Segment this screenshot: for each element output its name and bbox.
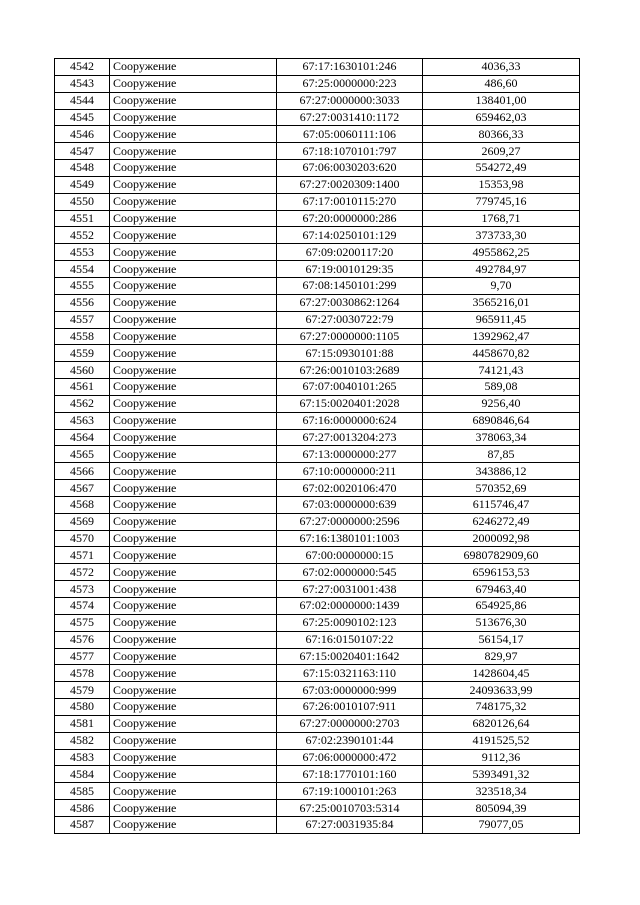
object-type-cell: Сооружение bbox=[110, 581, 277, 598]
row-number-cell: 4560 bbox=[55, 362, 110, 379]
value-cell: 74121,43 bbox=[423, 362, 580, 379]
row-number-cell: 4581 bbox=[55, 715, 110, 732]
value-cell: 378063,34 bbox=[423, 429, 580, 446]
table-row bbox=[55, 648, 580, 665]
cadastral-number-cell: 67:17:1630101:246 bbox=[277, 59, 423, 76]
row-number-cell: 4570 bbox=[55, 530, 110, 547]
row-number-cell: 4543 bbox=[55, 75, 110, 92]
cadastral-number-cell: 67:27:0000000:2703 bbox=[277, 715, 423, 732]
row-number-cell: 4562 bbox=[55, 395, 110, 412]
value-cell: 323518,34 bbox=[423, 783, 580, 800]
table-row bbox=[55, 395, 580, 412]
table-row bbox=[55, 379, 580, 396]
row-number-cell: 4550 bbox=[55, 193, 110, 210]
value-cell: 343886,12 bbox=[423, 463, 580, 480]
object-type-cell: Сооружение bbox=[110, 294, 277, 311]
value-cell: 654925,86 bbox=[423, 598, 580, 615]
table-row bbox=[55, 816, 580, 833]
cadastral-number-cell: 67:14:0250101:129 bbox=[277, 227, 423, 244]
value-cell: 6115746,47 bbox=[423, 496, 580, 513]
cadastral-number-cell: 67:27:0030862:1264 bbox=[277, 294, 423, 311]
table-row bbox=[55, 412, 580, 429]
table-row bbox=[55, 294, 580, 311]
value-cell: 748175,32 bbox=[423, 699, 580, 716]
object-type-cell: Сооружение bbox=[110, 732, 277, 749]
cadastral-number-cell: 67:27:0013204:273 bbox=[277, 429, 423, 446]
row-number-cell: 4565 bbox=[55, 446, 110, 463]
cadastral-number-cell: 67:19:1000101:263 bbox=[277, 783, 423, 800]
object-type-cell: Сооружение bbox=[110, 261, 277, 278]
table-row bbox=[55, 429, 580, 446]
value-cell: 80366,33 bbox=[423, 126, 580, 143]
table-row bbox=[55, 328, 580, 345]
object-type-cell: Сооружение bbox=[110, 379, 277, 396]
cadastral-number-cell: 67:00:0000000:15 bbox=[277, 547, 423, 564]
value-cell: 87,85 bbox=[423, 446, 580, 463]
cadastral-number-cell: 67:20:0000000:286 bbox=[277, 210, 423, 227]
row-number-cell: 4561 bbox=[55, 379, 110, 396]
table-row bbox=[55, 92, 580, 109]
object-type-cell: Сооружение bbox=[110, 395, 277, 412]
row-number-cell: 4547 bbox=[55, 143, 110, 160]
table-row bbox=[55, 160, 580, 177]
object-type-cell: Сооружение bbox=[110, 143, 277, 160]
table-row bbox=[55, 193, 580, 210]
object-type-cell: Сооружение bbox=[110, 783, 277, 800]
table-row bbox=[55, 631, 580, 648]
value-cell: 1768,71 bbox=[423, 210, 580, 227]
row-number-cell: 4567 bbox=[55, 480, 110, 497]
object-type-cell: Сооружение bbox=[110, 328, 277, 345]
cadastral-number-cell: 67:27:0000000:1105 bbox=[277, 328, 423, 345]
value-cell: 513676,30 bbox=[423, 614, 580, 631]
table-row bbox=[55, 598, 580, 615]
value-cell: 24093633,99 bbox=[423, 682, 580, 699]
value-cell: 138401,00 bbox=[423, 92, 580, 109]
object-type-cell: Сооружение bbox=[110, 816, 277, 833]
table-row bbox=[55, 564, 580, 581]
table-row bbox=[55, 446, 580, 463]
object-type-cell: Сооружение bbox=[110, 800, 277, 817]
value-cell: 6980782909,60 bbox=[423, 547, 580, 564]
object-type-cell: Сооружение bbox=[110, 429, 277, 446]
row-number-cell: 4563 bbox=[55, 412, 110, 429]
cadastral-number-cell: 67:17:0010115:270 bbox=[277, 193, 423, 210]
table-row bbox=[55, 143, 580, 160]
cadastral-number-cell: 67:10:0000000:211 bbox=[277, 463, 423, 480]
value-cell: 373733,30 bbox=[423, 227, 580, 244]
cadastral-number-cell: 67:16:0150107:22 bbox=[277, 631, 423, 648]
registry-table-body bbox=[55, 59, 580, 834]
object-type-cell: Сооружение bbox=[110, 362, 277, 379]
value-cell: 779745,16 bbox=[423, 193, 580, 210]
value-cell: 679463,40 bbox=[423, 581, 580, 598]
registry-table bbox=[54, 58, 580, 834]
object-type-cell: Сооружение bbox=[110, 631, 277, 648]
object-type-cell: Сооружение bbox=[110, 766, 277, 783]
table-row bbox=[55, 614, 580, 631]
row-number-cell: 4584 bbox=[55, 766, 110, 783]
object-type-cell: Сооружение bbox=[110, 446, 277, 463]
object-type-cell: Сооружение bbox=[110, 176, 277, 193]
row-number-cell: 4585 bbox=[55, 783, 110, 800]
cadastral-number-cell: 67:02:0000000:545 bbox=[277, 564, 423, 581]
row-number-cell: 4555 bbox=[55, 277, 110, 294]
table-row bbox=[55, 75, 580, 92]
table-row bbox=[55, 227, 580, 244]
value-cell: 570352,69 bbox=[423, 480, 580, 497]
cadastral-number-cell: 67:25:0000000:223 bbox=[277, 75, 423, 92]
object-type-cell: Сооружение bbox=[110, 682, 277, 699]
cadastral-number-cell: 67:05:0060111:106 bbox=[277, 126, 423, 143]
row-number-cell: 4575 bbox=[55, 614, 110, 631]
object-type-cell: Сооружение bbox=[110, 109, 277, 126]
cadastral-number-cell: 67:27:0031935:84 bbox=[277, 816, 423, 833]
object-type-cell: Сооружение bbox=[110, 513, 277, 530]
object-type-cell: Сооружение bbox=[110, 59, 277, 76]
table-row bbox=[55, 800, 580, 817]
value-cell: 1392962,47 bbox=[423, 328, 580, 345]
cadastral-number-cell: 67:13:0000000:277 bbox=[277, 446, 423, 463]
row-number-cell: 4580 bbox=[55, 699, 110, 716]
row-number-cell: 4572 bbox=[55, 564, 110, 581]
table-row bbox=[55, 109, 580, 126]
value-cell: 492784,97 bbox=[423, 261, 580, 278]
row-number-cell: 4573 bbox=[55, 581, 110, 598]
value-cell: 805094,39 bbox=[423, 800, 580, 817]
object-type-cell: Сооружение bbox=[110, 480, 277, 497]
table-row bbox=[55, 766, 580, 783]
cadastral-number-cell: 67:02:0020106:470 bbox=[277, 480, 423, 497]
value-cell: 1428604,45 bbox=[423, 665, 580, 682]
object-type-cell: Сооружение bbox=[110, 749, 277, 766]
value-cell: 3565216,01 bbox=[423, 294, 580, 311]
row-number-cell: 4576 bbox=[55, 631, 110, 648]
table-row bbox=[55, 581, 580, 598]
row-number-cell: 4568 bbox=[55, 496, 110, 513]
row-number-cell: 4587 bbox=[55, 816, 110, 833]
table-row bbox=[55, 126, 580, 143]
object-type-cell: Сооружение bbox=[110, 412, 277, 429]
cadastral-number-cell: 67:16:1380101:1003 bbox=[277, 530, 423, 547]
value-cell: 486,60 bbox=[423, 75, 580, 92]
cadastral-number-cell: 67:09:0200117:20 bbox=[277, 244, 423, 261]
row-number-cell: 4549 bbox=[55, 176, 110, 193]
value-cell: 2000092,98 bbox=[423, 530, 580, 547]
cadastral-number-cell: 67:08:1450101:299 bbox=[277, 277, 423, 294]
cadastral-number-cell: 67:27:0000000:2596 bbox=[277, 513, 423, 530]
cadastral-number-cell: 67:15:0930101:88 bbox=[277, 345, 423, 362]
cadastral-number-cell: 67:25:0090102:123 bbox=[277, 614, 423, 631]
table-row bbox=[55, 682, 580, 699]
cadastral-number-cell: 67:06:0030203:620 bbox=[277, 160, 423, 177]
value-cell: 589,08 bbox=[423, 379, 580, 396]
value-cell: 6246272,49 bbox=[423, 513, 580, 530]
object-type-cell: Сооружение bbox=[110, 75, 277, 92]
cadastral-number-cell: 67:03:0000000:639 bbox=[277, 496, 423, 513]
object-type-cell: Сооружение bbox=[110, 665, 277, 682]
row-number-cell: 4551 bbox=[55, 210, 110, 227]
object-type-cell: Сооружение bbox=[110, 547, 277, 564]
table-row bbox=[55, 530, 580, 547]
row-number-cell: 4571 bbox=[55, 547, 110, 564]
table-row bbox=[55, 277, 580, 294]
value-cell: 6890846,64 bbox=[423, 412, 580, 429]
row-number-cell: 4554 bbox=[55, 261, 110, 278]
value-cell: 6820126,64 bbox=[423, 715, 580, 732]
cadastral-number-cell: 67:16:0000000:624 bbox=[277, 412, 423, 429]
cadastral-number-cell: 67:18:1070101:797 bbox=[277, 143, 423, 160]
cadastral-number-cell: 67:15:0020401:2028 bbox=[277, 395, 423, 412]
table-row bbox=[55, 261, 580, 278]
row-number-cell: 4544 bbox=[55, 92, 110, 109]
cadastral-number-cell: 67:27:0030722:79 bbox=[277, 311, 423, 328]
cadastral-number-cell: 67:06:0000000:472 bbox=[277, 749, 423, 766]
cadastral-number-cell: 67:02:2390101:44 bbox=[277, 732, 423, 749]
row-number-cell: 4542 bbox=[55, 59, 110, 76]
table-row bbox=[55, 59, 580, 76]
row-number-cell: 4566 bbox=[55, 463, 110, 480]
row-number-cell: 4583 bbox=[55, 749, 110, 766]
cadastral-number-cell: 67:18:1770101:160 bbox=[277, 766, 423, 783]
row-number-cell: 4586 bbox=[55, 800, 110, 817]
row-number-cell: 4552 bbox=[55, 227, 110, 244]
table-row bbox=[55, 715, 580, 732]
table-row bbox=[55, 244, 580, 261]
row-number-cell: 4558 bbox=[55, 328, 110, 345]
row-number-cell: 4582 bbox=[55, 732, 110, 749]
object-type-cell: Сооружение bbox=[110, 463, 277, 480]
row-number-cell: 4564 bbox=[55, 429, 110, 446]
object-type-cell: Сооружение bbox=[110, 311, 277, 328]
object-type-cell: Сооружение bbox=[110, 598, 277, 615]
value-cell: 6596153,53 bbox=[423, 564, 580, 581]
row-number-cell: 4577 bbox=[55, 648, 110, 665]
cadastral-number-cell: 67:25:0010703:5314 bbox=[277, 800, 423, 817]
table-row bbox=[55, 749, 580, 766]
value-cell: 15353,98 bbox=[423, 176, 580, 193]
value-cell: 79077,05 bbox=[423, 816, 580, 833]
table-row bbox=[55, 176, 580, 193]
table-row bbox=[55, 732, 580, 749]
table-row bbox=[55, 210, 580, 227]
table-row bbox=[55, 496, 580, 513]
row-number-cell: 4574 bbox=[55, 598, 110, 615]
table-row bbox=[55, 345, 580, 362]
value-cell: 4036,33 bbox=[423, 59, 580, 76]
cadastral-number-cell: 67:27:0031410:1172 bbox=[277, 109, 423, 126]
cadastral-number-cell: 67:26:0010103:2689 bbox=[277, 362, 423, 379]
cadastral-number-cell: 67:02:0000000:1439 bbox=[277, 598, 423, 615]
object-type-cell: Сооружение bbox=[110, 210, 277, 227]
row-number-cell: 4556 bbox=[55, 294, 110, 311]
object-type-cell: Сооружение bbox=[110, 227, 277, 244]
table-row bbox=[55, 665, 580, 682]
row-number-cell: 4569 bbox=[55, 513, 110, 530]
table-row bbox=[55, 362, 580, 379]
value-cell: 2609,27 bbox=[423, 143, 580, 160]
row-number-cell: 4548 bbox=[55, 160, 110, 177]
cadastral-number-cell: 67:03:0000000:999 bbox=[277, 682, 423, 699]
cadastral-number-cell: 67:26:0010107:911 bbox=[277, 699, 423, 716]
object-type-cell: Сооружение bbox=[110, 345, 277, 362]
value-cell: 5393491,32 bbox=[423, 766, 580, 783]
row-number-cell: 4557 bbox=[55, 311, 110, 328]
row-number-cell: 4545 bbox=[55, 109, 110, 126]
object-type-cell: Сооружение bbox=[110, 244, 277, 261]
table-row bbox=[55, 699, 580, 716]
table-row bbox=[55, 480, 580, 497]
table-row bbox=[55, 463, 580, 480]
value-cell: 9112,36 bbox=[423, 749, 580, 766]
value-cell: 965911,45 bbox=[423, 311, 580, 328]
row-number-cell: 4578 bbox=[55, 665, 110, 682]
object-type-cell: Сооружение bbox=[110, 614, 277, 631]
table-row bbox=[55, 547, 580, 564]
cadastral-number-cell: 67:15:0020401:1642 bbox=[277, 648, 423, 665]
cadastral-number-cell: 67:19:0010129:35 bbox=[277, 261, 423, 278]
cadastral-number-cell: 67:27:0020309:1400 bbox=[277, 176, 423, 193]
object-type-cell: Сооружение bbox=[110, 496, 277, 513]
table-row bbox=[55, 311, 580, 328]
value-cell: 554272,49 bbox=[423, 160, 580, 177]
value-cell: 4191525,52 bbox=[423, 732, 580, 749]
object-type-cell: Сооружение bbox=[110, 277, 277, 294]
object-type-cell: Сооружение bbox=[110, 699, 277, 716]
object-type-cell: Сооружение bbox=[110, 193, 277, 210]
value-cell: 659462,03 bbox=[423, 109, 580, 126]
cadastral-number-cell: 67:27:0031001:438 bbox=[277, 581, 423, 598]
value-cell: 4458670,82 bbox=[423, 345, 580, 362]
value-cell: 56154,17 bbox=[423, 631, 580, 648]
value-cell: 829,97 bbox=[423, 648, 580, 665]
row-number-cell: 4553 bbox=[55, 244, 110, 261]
document-page bbox=[54, 58, 577, 834]
object-type-cell: Сооружение bbox=[110, 160, 277, 177]
value-cell: 9256,40 bbox=[423, 395, 580, 412]
object-type-cell: Сооружение bbox=[110, 564, 277, 581]
object-type-cell: Сооружение bbox=[110, 648, 277, 665]
table-row bbox=[55, 513, 580, 530]
row-number-cell: 4546 bbox=[55, 126, 110, 143]
cadastral-number-cell: 67:27:0000000:3033 bbox=[277, 92, 423, 109]
value-cell: 4955862,25 bbox=[423, 244, 580, 261]
row-number-cell: 4579 bbox=[55, 682, 110, 699]
object-type-cell: Сооружение bbox=[110, 92, 277, 109]
cadastral-number-cell: 67:07:0040101:265 bbox=[277, 379, 423, 396]
cadastral-number-cell: 67:15:0321163:110 bbox=[277, 665, 423, 682]
row-number-cell: 4559 bbox=[55, 345, 110, 362]
table-row bbox=[55, 783, 580, 800]
object-type-cell: Сооружение bbox=[110, 715, 277, 732]
object-type-cell: Сооружение bbox=[110, 530, 277, 547]
object-type-cell: Сооружение bbox=[110, 126, 277, 143]
value-cell: 9,70 bbox=[423, 277, 580, 294]
